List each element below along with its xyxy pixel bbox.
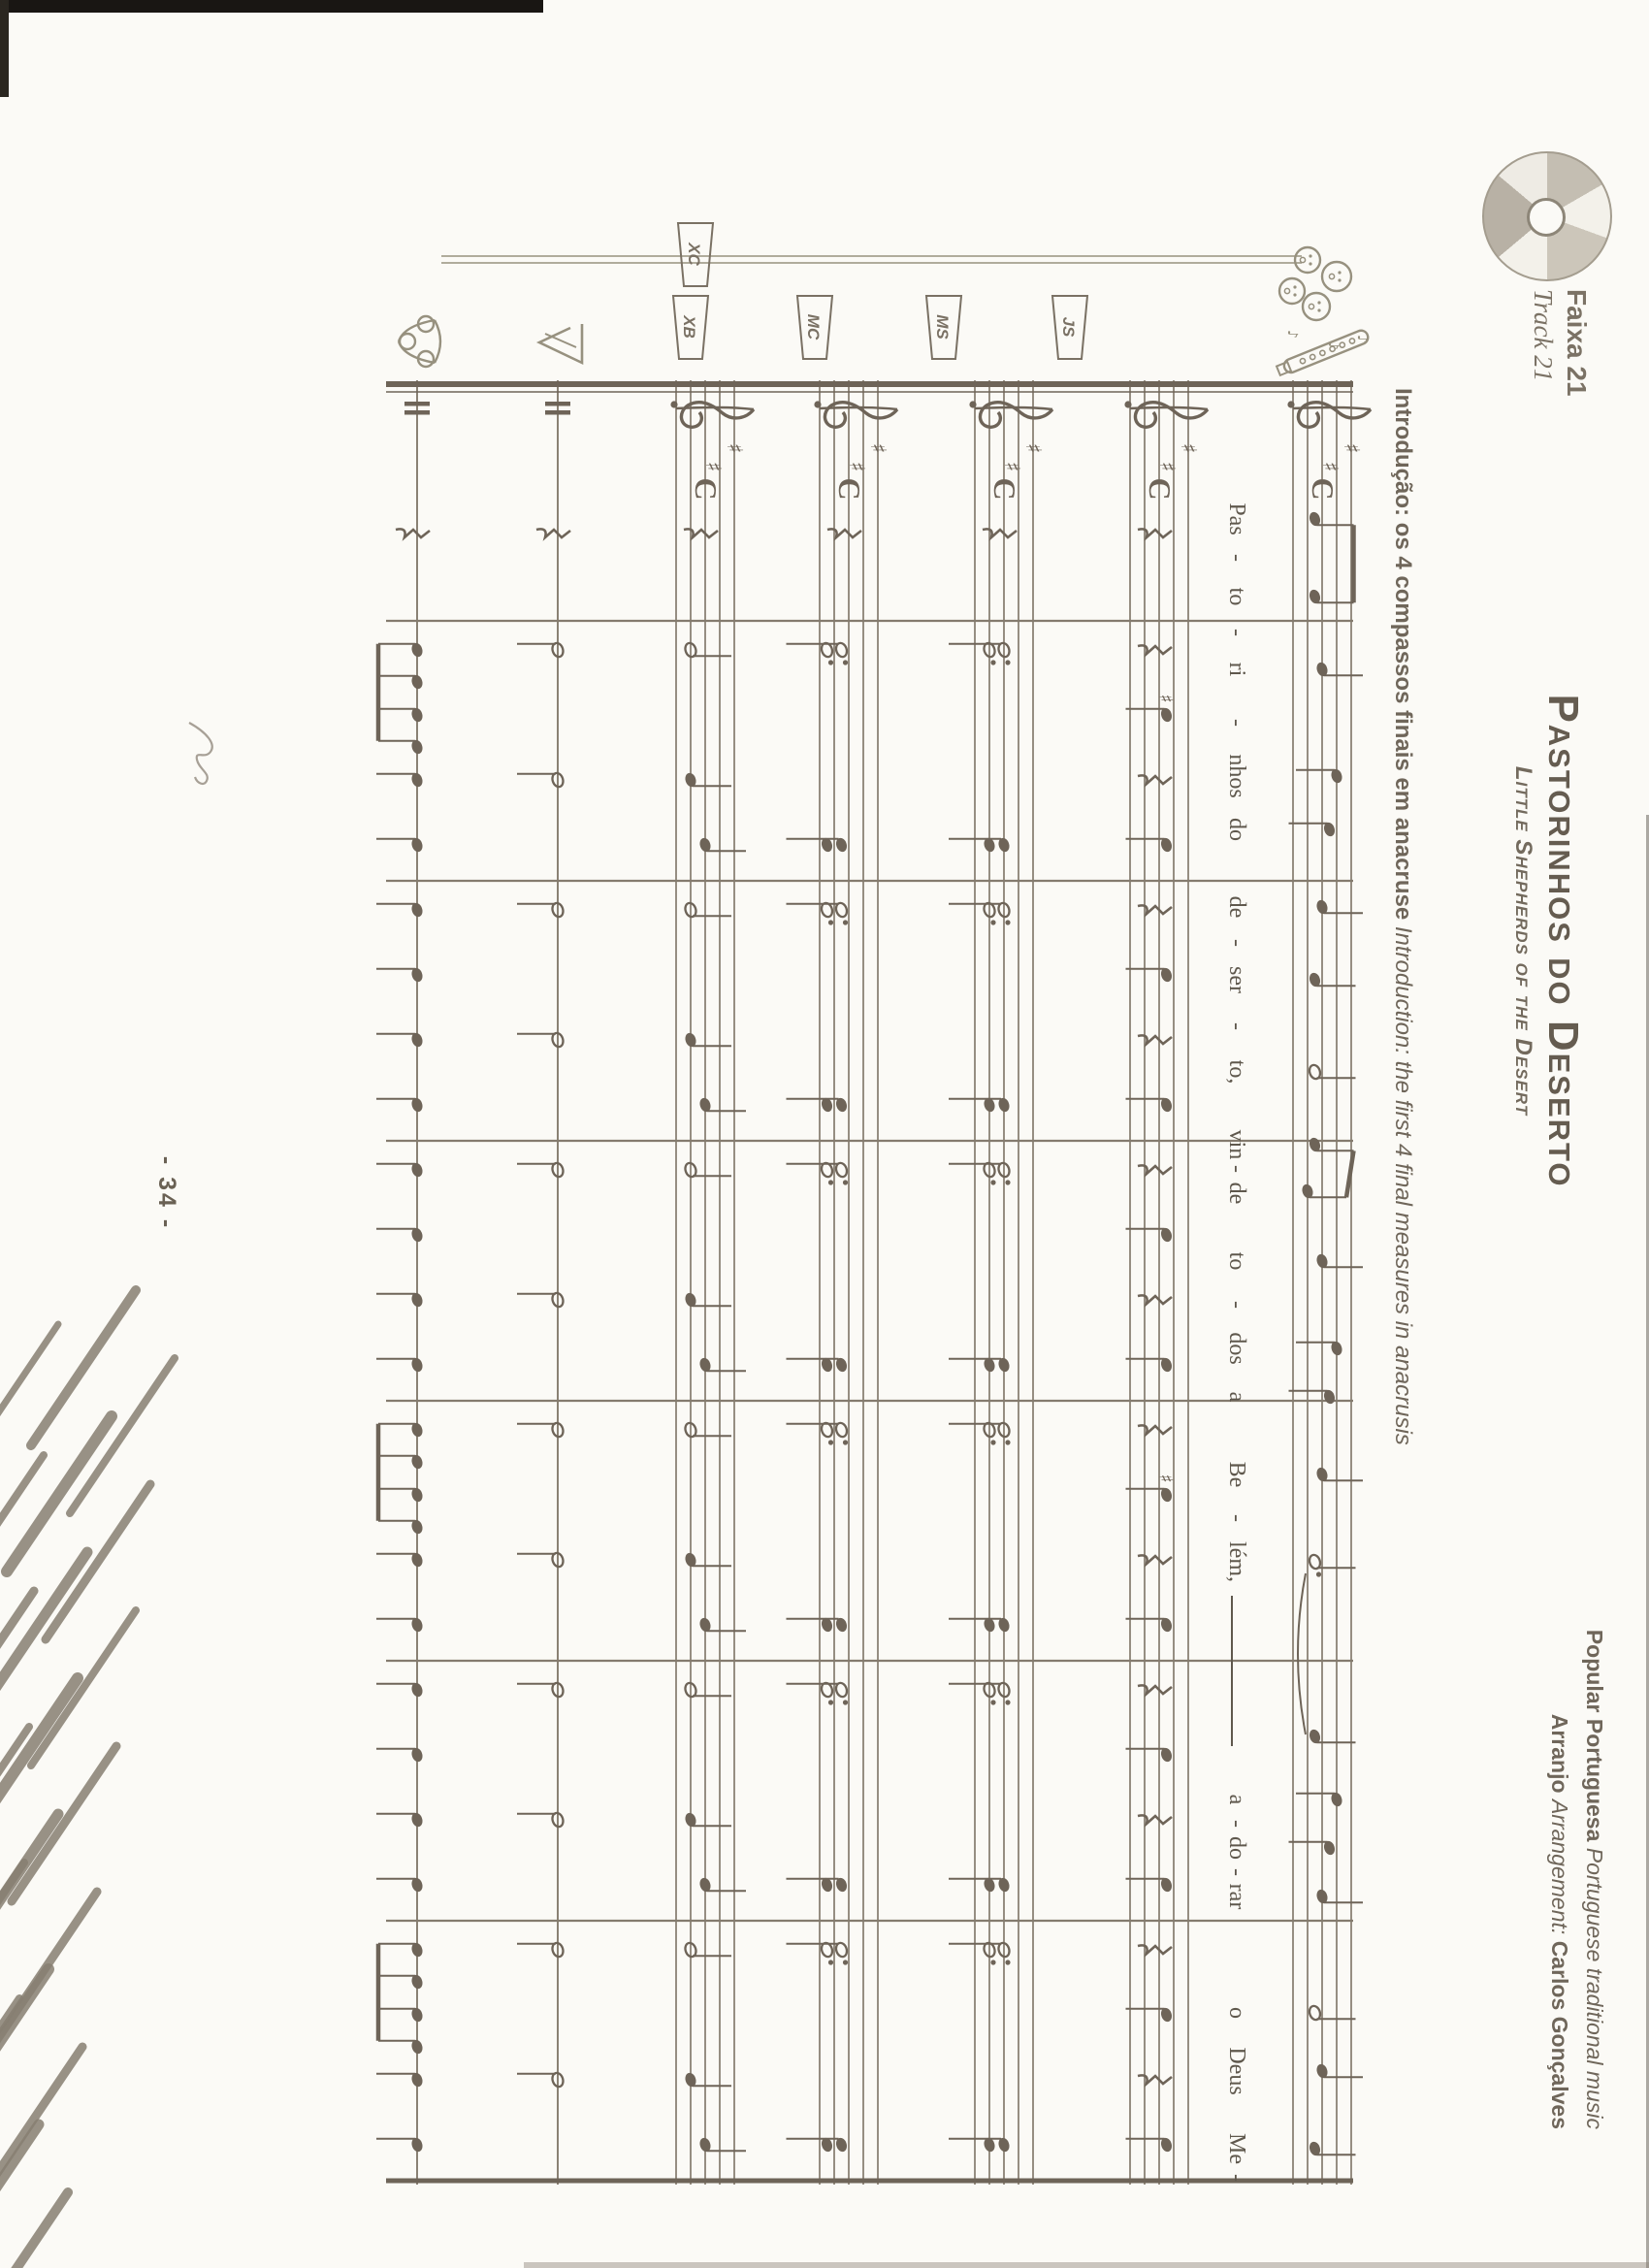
svg-text:C: C bbox=[987, 477, 1022, 501]
staff-flute-voice bbox=[1293, 380, 1351, 2185]
track-label-en: Track 21 bbox=[1529, 289, 1558, 382]
svg-text:-: - bbox=[1224, 554, 1249, 562]
notes-triangle bbox=[517, 529, 570, 2088]
svg-text:do: do bbox=[1224, 818, 1249, 841]
svg-text:♯: ♯ bbox=[1154, 461, 1179, 472]
notes-JS bbox=[1126, 529, 1177, 2153]
svg-text:to,: to, bbox=[1224, 1059, 1249, 1085]
notes-MS bbox=[949, 529, 1017, 2153]
svg-text:♯: ♯ bbox=[844, 461, 868, 472]
page-subtitle: Little Shepherds of the Desert bbox=[1510, 765, 1536, 1117]
svg-text:-: - bbox=[1224, 1165, 1249, 1173]
svg-text:-: - bbox=[1224, 1022, 1249, 1030]
svg-text:-: - bbox=[1224, 1868, 1249, 1876]
svg-text:do: do bbox=[1224, 1836, 1249, 1860]
svg-text:-: - bbox=[1224, 939, 1249, 947]
svg-text:MS: MS bbox=[933, 314, 952, 340]
svg-text:♯: ♯ bbox=[1020, 442, 1045, 454]
ties bbox=[1298, 1573, 1306, 1734]
clef-key-time-XB bbox=[670, 401, 754, 500]
svg-text:MC: MC bbox=[804, 313, 823, 340]
svg-text:XC: XC bbox=[685, 243, 703, 266]
svg-text:a: a bbox=[1224, 1794, 1249, 1805]
svg-text:♪: ♪ bbox=[1325, 341, 1341, 350]
page-title: Pastorinhos do Deserto bbox=[1539, 694, 1587, 1188]
svg-text:de: de bbox=[1224, 1182, 1249, 1205]
svg-text:-: - bbox=[1224, 719, 1249, 727]
credit-origin: Popular Portuguesa Portuguese traditional music bbox=[1582, 1629, 1607, 2129]
svg-text:C: C bbox=[689, 477, 724, 501]
svg-text:♯: ♯ bbox=[999, 461, 1023, 472]
svg-text:nhos: nhos bbox=[1224, 754, 1249, 798]
svg-text:C: C bbox=[832, 477, 867, 501]
track-label-pt: Faixa 21 bbox=[1562, 289, 1592, 397]
sleigh-bells-icon bbox=[399, 316, 440, 367]
introduction-note: Introdução: os 4 compassos finais em anacruse Introduction: the first 4 final measures in anacrusis bbox=[1390, 388, 1416, 1445]
svg-text:♯: ♯ bbox=[700, 461, 725, 472]
svg-text:♯: ♯ bbox=[1154, 1474, 1177, 1483]
svg-text:Deus: Deus bbox=[1224, 2047, 1249, 2095]
notes-XB bbox=[684, 529, 746, 2153]
svg-text:-: - bbox=[1224, 1514, 1249, 1522]
clef-key-time-MS bbox=[969, 401, 1052, 500]
svg-text:C: C bbox=[1143, 477, 1178, 501]
svg-text:to: to bbox=[1224, 1251, 1249, 1271]
svg-text:-: - bbox=[1224, 629, 1249, 636]
credit-arranger: Arranjo Arrangement: Carlos Gonçalves bbox=[1547, 1713, 1572, 2129]
svg-text:♯: ♯ bbox=[1154, 694, 1177, 703]
svg-text:♯: ♯ bbox=[722, 442, 746, 454]
svg-text:C: C bbox=[1306, 477, 1341, 501]
scan-edge-artifact bbox=[524, 2262, 1649, 2268]
svg-text:-: - bbox=[1224, 1301, 1249, 1309]
svg-text:ri: ri bbox=[1224, 662, 1249, 677]
clef-key-time-MC bbox=[814, 401, 897, 500]
svg-text:JS: JS bbox=[1059, 316, 1078, 338]
notes-sleigh-bells bbox=[376, 529, 430, 2153]
pencil-scribble bbox=[189, 723, 212, 784]
percussion-line-triangle bbox=[545, 380, 570, 2185]
svg-text:o: o bbox=[1224, 2007, 1249, 2019]
svg-text:♪: ♪ bbox=[1354, 335, 1370, 343]
notes-MC bbox=[787, 529, 862, 2153]
system-left-rule bbox=[441, 256, 1302, 263]
page-number: - 34 - bbox=[153, 1155, 180, 1231]
svg-text:dos: dos bbox=[1224, 1332, 1249, 1365]
lyrics-line bbox=[1224, 502, 1249, 2182]
svg-text:lém,: lém, bbox=[1224, 1541, 1249, 1582]
instrument-label-MC bbox=[797, 296, 832, 359]
binding-shadow-strokes bbox=[0, 1290, 175, 2268]
triangle-icon bbox=[539, 324, 582, 363]
svg-text:-: - bbox=[1224, 1820, 1249, 1828]
svg-text:♯: ♯ bbox=[865, 442, 889, 454]
instrument-label-XB bbox=[673, 296, 708, 359]
barlines bbox=[386, 384, 1353, 2181]
svg-text:de: de bbox=[1224, 895, 1249, 919]
instrument-label-XC bbox=[678, 223, 713, 286]
clef-key-time-JS bbox=[1124, 401, 1208, 500]
clef-key-time-flute-voice bbox=[1287, 401, 1371, 500]
svg-text:♯: ♯ bbox=[1339, 442, 1363, 454]
svg-text:♪: ♪ bbox=[1284, 330, 1300, 339]
svg-text:♯: ♯ bbox=[1176, 442, 1200, 454]
svg-text:vin: vin bbox=[1224, 1129, 1249, 1160]
svg-text:-: - bbox=[1224, 2174, 1249, 2182]
svg-text:Me: Me bbox=[1224, 2133, 1249, 2164]
svg-text:Pas: Pas bbox=[1224, 502, 1249, 535]
svg-text:♯: ♯ bbox=[1317, 461, 1342, 472]
svg-text:a: a bbox=[1224, 1391, 1249, 1403]
scan-edge-artifact bbox=[0, 0, 9, 97]
svg-text:rar: rar bbox=[1224, 1883, 1249, 1910]
staff-MC bbox=[820, 380, 878, 2185]
svg-text:ser: ser bbox=[1224, 966, 1249, 993]
instrument-label-JS bbox=[1052, 296, 1087, 359]
svg-text:Be: Be bbox=[1224, 1461, 1249, 1488]
instrument-label-MS bbox=[926, 296, 961, 359]
scan-edge-artifact bbox=[0, 0, 543, 13]
svg-text:to: to bbox=[1224, 587, 1249, 606]
svg-text:XB: XB bbox=[680, 315, 698, 339]
